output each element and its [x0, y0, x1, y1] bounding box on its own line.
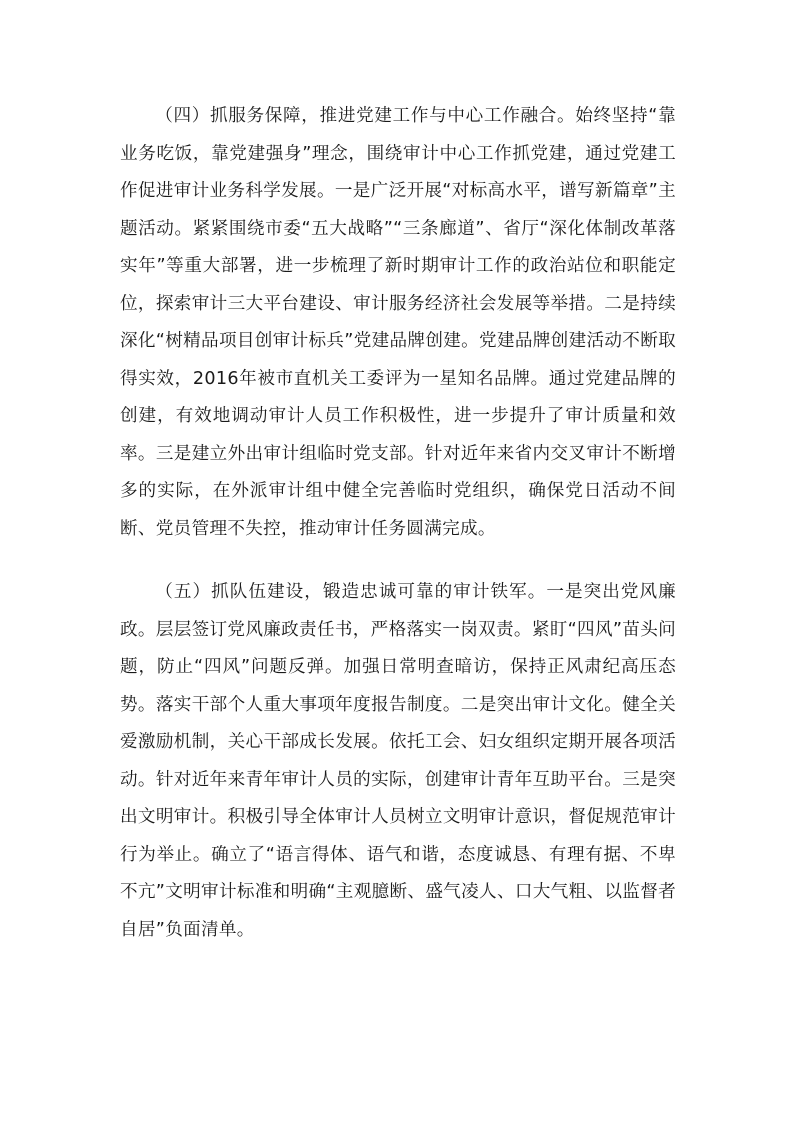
document-page — [120, 98, 676, 949]
paragraph-section-four: （四）抓服务保障，推进党建工作与中心工作融合。始终坚持“靠业务吃饭，靠党建强身”理念，围绕审计中心工作抓党建，通过党建工作促进审计业务科学发展。一是广泛开展“对标高水平，谱写新篇章”主题活动。紧紧围绕市委“五大战略”“三条廊道”、省厅“深化体制改革落实年”等重大部署，进一步梳理了新时期审计工作的政治站位和职能定位，探索审计三大平台建设、审计服务经济社会发展等举措。二是持续深化“树精品项目创审计标兵”党建品牌创建。党建品牌创建活动不断取得实效，2016年被市直机关工委评为一星知名品牌。通过党建品牌的创建，有效地调动审计人员工作积极性，进一步提升了审计质量和效率。三是建立外出审计组临时党支部。针对近年来省内交叉审计不断增多的实际，在外派审计组中健全完善临时党组织，确保党日活动不间断、党员管理不失控，推动审计任务圆满完成。 — [120, 106, 676, 539]
paragraph-section-five: （五）抓队伍建设，锻造忠诚可靠的审计铁军。一是突出党风廉政。层层签订党风廉政责任书，严格落实一岗双责。紧盯“四风”苗头问题，防止“四风”问题反弹。加强日常明查暗访，保持正风肃纪高压态势。落实干部个人重大事项年度报告制度。二是突出审计文化。健全关爱激励机制，关心干部成长发展。依托工会、妇女组织定期开展各项活动。针对近年来青年审计人员的实际，创建审计青年互助平台。三是突出文明审计。积极引导全体审计人员树立文明审计意识，督促规范审计行为举止。确立了“语言得体、语气和谐，态度诚恳、有理有据、不卑不亢”文明审计标准和明确“主观臆断、盛气凌人、口大气粗、以监督者自居”负面清单。 — [120, 582, 676, 940]
